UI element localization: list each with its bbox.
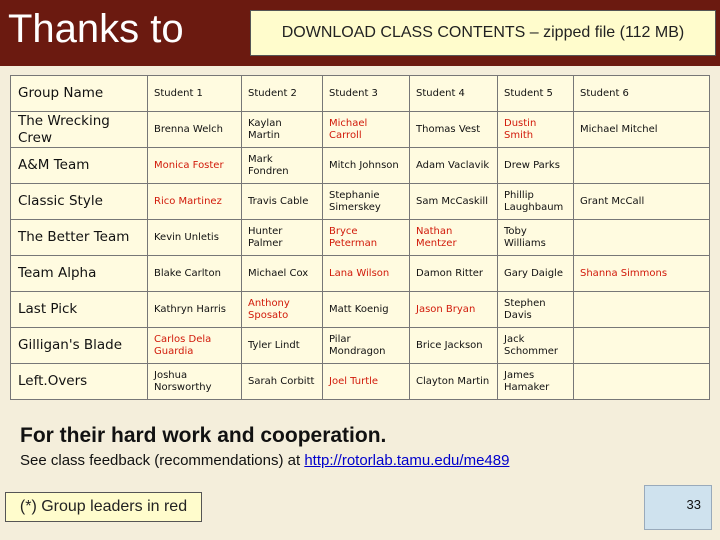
student-cell: Mark Fondren <box>242 148 323 184</box>
student-cell <box>574 148 710 184</box>
group-name-cell: The Better Team <box>11 220 148 256</box>
student-cell: Joshua Norsworthy <box>148 364 242 400</box>
student-cell <box>574 364 710 400</box>
student-cell: Kaylan Martin <box>242 112 323 148</box>
group-name-cell: Last Pick <box>11 292 148 328</box>
student-cell: Mitch Johnson <box>323 148 410 184</box>
student-cell: Pilar Mondragon <box>323 328 410 364</box>
student-cell: Joel Turtle <box>323 364 410 400</box>
student-cell: Nathan Mentzer <box>410 220 498 256</box>
table-row <box>11 220 710 256</box>
page-title: Thanks to <box>8 7 184 51</box>
header-student-1: Student 1 <box>148 76 242 112</box>
student-cell: Brenna Welch <box>148 112 242 148</box>
student-cell: Dustin Smith <box>498 112 574 148</box>
table-row <box>11 256 710 292</box>
table-row <box>11 292 710 328</box>
header-student-3: Student 3 <box>323 76 410 112</box>
feedback-prefix: See class feedback (recommendations) at <box>20 452 305 469</box>
student-cell: James Hamaker <box>498 364 574 400</box>
student-cell: Drew Parks <box>498 148 574 184</box>
student-cell: Monica Foster <box>148 148 242 184</box>
student-cell: Lana Wilson <box>323 256 410 292</box>
student-cell: Brice Jackson <box>410 328 498 364</box>
group-name-cell: The Wrecking Crew <box>11 112 148 148</box>
student-cell: Carlos Dela Guardia <box>148 328 242 364</box>
student-cell: Damon Ritter <box>410 256 498 292</box>
thanks-text: For their hard work and cooperation. <box>20 424 387 447</box>
student-cell: Hunter Palmer <box>242 220 323 256</box>
student-cell: Rico Martinez <box>148 184 242 220</box>
leaders-note: (*) Group leaders in red <box>5 492 202 522</box>
student-cell: Michael Cox <box>242 256 323 292</box>
feedback-link[interactable]: http://rotorlab.tamu.edu/me489 <box>304 452 510 469</box>
header-student-2: Student 2 <box>242 76 323 112</box>
student-cell: Matt Koenig <box>323 292 410 328</box>
table-row <box>11 148 710 184</box>
group-name-cell: A&M Team <box>11 148 148 184</box>
student-cell: Sarah Corbitt <box>242 364 323 400</box>
student-cell: Kathryn Harris <box>148 292 242 328</box>
student-cell: Sam McCaskill <box>410 184 498 220</box>
student-cell: Bryce Peterman <box>323 220 410 256</box>
student-cell: Phillip Laughbaum <box>498 184 574 220</box>
header-group-name: Group Name <box>11 76 148 112</box>
group-name-cell: Left.Overs <box>11 364 148 400</box>
student-cell <box>574 220 710 256</box>
download-class-contents-button[interactable]: DOWNLOAD CLASS CONTENTS – zipped file (112 MB) <box>250 10 716 56</box>
feedback-line <box>20 452 509 469</box>
group-name-cell: Gilligan's Blade <box>11 328 148 364</box>
group-table-body <box>11 76 710 400</box>
student-cell: Thomas Vest <box>410 112 498 148</box>
header-student-4: Student 4 <box>410 76 498 112</box>
table-row <box>11 364 710 400</box>
student-cell: Anthony Sposato <box>242 292 323 328</box>
student-cell <box>574 328 710 364</box>
student-cell: Shanna Simmons <box>574 256 710 292</box>
student-cell: Grant McCall <box>574 184 710 220</box>
header-student-5: Student 5 <box>498 76 574 112</box>
group-table <box>10 75 710 400</box>
student-cell: Jack Schommer <box>498 328 574 364</box>
student-cell <box>574 292 710 328</box>
student-cell: Adam Vaclavik <box>410 148 498 184</box>
student-cell: Clayton Martin <box>410 364 498 400</box>
student-cell: Jason Bryan <box>410 292 498 328</box>
table-row <box>11 328 710 364</box>
student-cell: Tyler Lindt <box>242 328 323 364</box>
table-header-row <box>11 76 710 112</box>
group-name-cell: Classic Style <box>11 184 148 220</box>
student-cell: Toby Williams <box>498 220 574 256</box>
group-name-cell: Team Alpha <box>11 256 148 292</box>
student-cell: Michael Mitchel <box>574 112 710 148</box>
table-row <box>11 184 710 220</box>
header-student-6: Student 6 <box>574 76 710 112</box>
student-cell: Blake Carlton <box>148 256 242 292</box>
student-cell: Michael Carroll <box>323 112 410 148</box>
student-cell: Gary Daigle <box>498 256 574 292</box>
page-number: 33 <box>644 485 712 530</box>
student-cell: Kevin Unletis <box>148 220 242 256</box>
table-row <box>11 112 710 148</box>
student-cell: Travis Cable <box>242 184 323 220</box>
student-cell: Stephanie Simerskey <box>323 184 410 220</box>
student-cell: Stephen Davis <box>498 292 574 328</box>
